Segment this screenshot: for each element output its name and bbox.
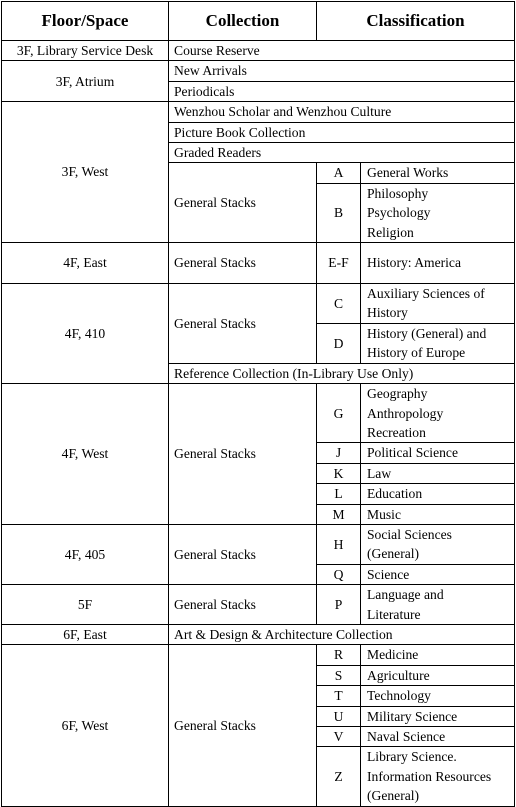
- floor-cell: 4F, 410: [2, 284, 169, 384]
- class-code: T: [317, 686, 361, 706]
- class-desc: History (General) and History of Europe: [361, 323, 515, 363]
- class-code: P: [317, 585, 361, 625]
- table-row: [2, 645, 515, 665]
- floor-cell: 6F, West: [2, 645, 169, 806]
- class-desc: Naval Science: [361, 727, 515, 747]
- class-code: R: [317, 645, 361, 665]
- collection-cell: General Stacks: [169, 645, 317, 806]
- class-desc: Military Science: [361, 706, 515, 726]
- floor-cell: 3F, Atrium: [2, 61, 169, 102]
- class-desc: Philosophy Psychology Religion: [361, 183, 515, 242]
- class-code: L: [317, 484, 361, 504]
- class-desc: Geography Anthropology Recreation: [361, 384, 515, 443]
- floor-cell: 5F: [2, 585, 169, 625]
- class-code: E-F: [317, 243, 361, 284]
- class-code: S: [317, 665, 361, 685]
- class-code: C: [317, 284, 361, 324]
- collection-cell: General Stacks: [169, 163, 317, 243]
- class-code: B: [317, 183, 361, 242]
- class-desc: Music: [361, 504, 515, 524]
- class-code: V: [317, 727, 361, 747]
- class-desc: Language and Literature: [361, 585, 515, 625]
- floor-cell: 3F, West: [2, 102, 169, 243]
- class-desc: Political Science: [361, 443, 515, 463]
- collection-cell: Course Reserve: [169, 41, 515, 61]
- table-row: [2, 384, 515, 443]
- collection-cell: Wenzhou Scholar and Wenzhou Culture: [169, 102, 515, 122]
- header-floor: Floor/Space: [2, 2, 169, 41]
- class-desc: Auxiliary Sciences of History: [361, 284, 515, 324]
- table-row: [2, 41, 515, 61]
- table-row: [2, 585, 515, 625]
- table-row: [2, 243, 515, 284]
- class-code: U: [317, 706, 361, 726]
- class-desc: Library Science. Information Resources (General): [361, 747, 515, 806]
- class-desc: Technology: [361, 686, 515, 706]
- floor-cell: 4F, East: [2, 243, 169, 284]
- collection-cell: Graded Readers: [169, 143, 515, 163]
- header-row: [2, 2, 515, 41]
- collection-cell: Picture Book Collection: [169, 122, 515, 142]
- collection-cell: Art & Design & Architecture Collection: [169, 624, 515, 644]
- collection-cell: General Stacks: [169, 524, 317, 584]
- table-row: [2, 524, 515, 564]
- class-code: K: [317, 463, 361, 483]
- class-desc: Agriculture: [361, 665, 515, 685]
- collection-cell: Periodicals: [169, 81, 515, 101]
- table-row: [2, 624, 515, 644]
- class-code: M: [317, 504, 361, 524]
- floor-collection-table: [1, 1, 515, 807]
- header-classification: Classification: [317, 2, 515, 41]
- table-row: [2, 102, 515, 122]
- class-desc: Education: [361, 484, 515, 504]
- collection-cell: New Arrivals: [169, 61, 515, 81]
- floor-cell: 4F, West: [2, 384, 169, 525]
- table-row: [2, 284, 515, 324]
- class-desc: Social Sciences (General): [361, 524, 515, 564]
- class-desc: General Works: [361, 163, 515, 183]
- class-code: H: [317, 524, 361, 564]
- class-desc: Science: [361, 564, 515, 584]
- floor-cell: 6F, East: [2, 624, 169, 644]
- collection-cell: General Stacks: [169, 384, 317, 525]
- class-code: Q: [317, 564, 361, 584]
- collection-cell: Reference Collection (In-Library Use Only): [169, 363, 515, 383]
- class-code: G: [317, 384, 361, 443]
- class-code: Z: [317, 747, 361, 806]
- floor-cell: 4F, 405: [2, 524, 169, 584]
- header-collection: Collection: [169, 2, 317, 41]
- floor-cell: 3F, Library Service Desk: [2, 41, 169, 61]
- class-desc: Law: [361, 463, 515, 483]
- class-code: A: [317, 163, 361, 183]
- collection-cell: General Stacks: [169, 284, 317, 364]
- collection-cell: General Stacks: [169, 585, 317, 625]
- class-desc: Medicine: [361, 645, 515, 665]
- class-code: D: [317, 323, 361, 363]
- table-row: [2, 61, 515, 81]
- collection-cell: General Stacks: [169, 243, 317, 284]
- class-code: J: [317, 443, 361, 463]
- class-desc: History: America: [361, 243, 515, 284]
